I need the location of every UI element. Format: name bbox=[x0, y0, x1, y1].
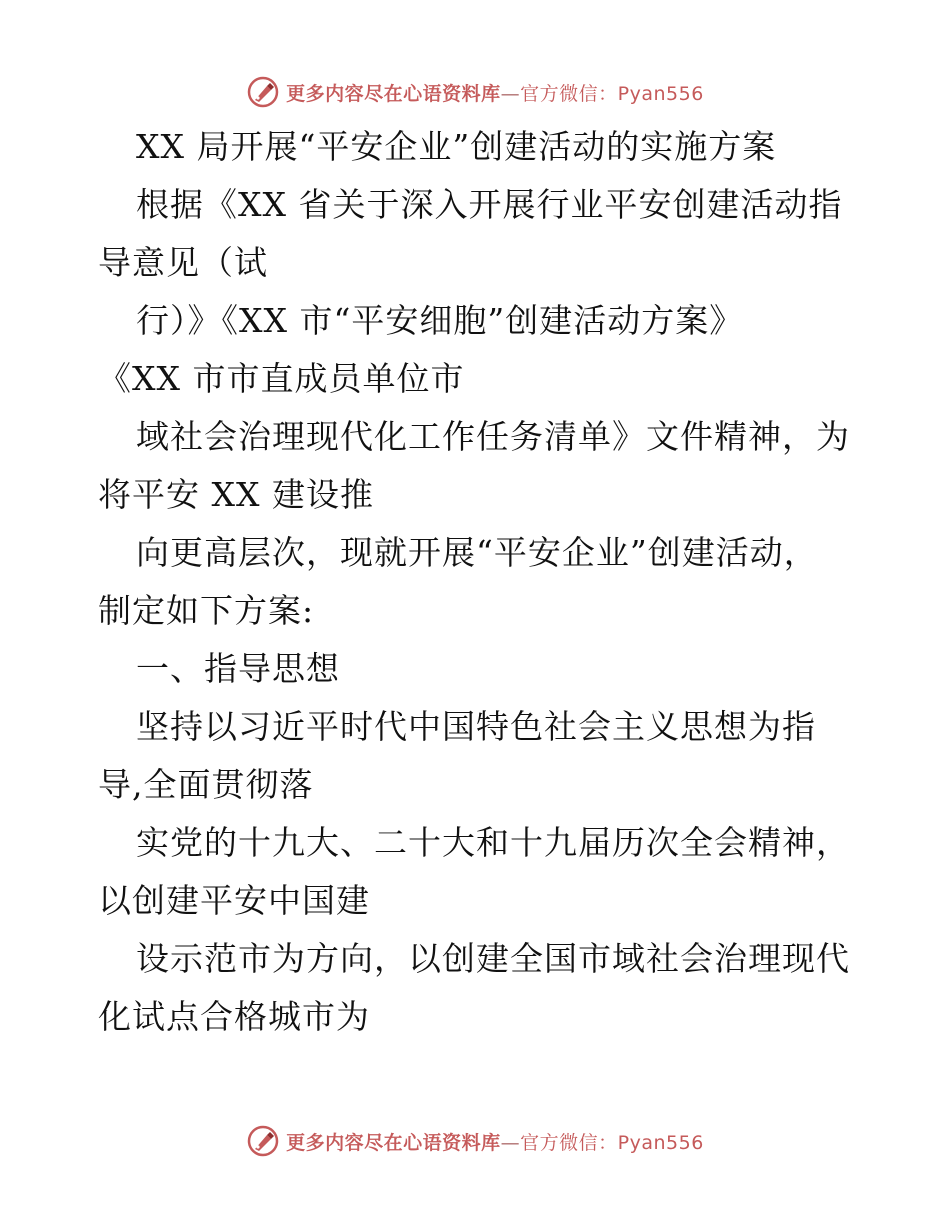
doc-line: 设示范市为方向，以创建全国市域社会治理现代 bbox=[136, 939, 850, 978]
doc-line: 实党的十九大、二十大和十九届历次全会精神， bbox=[136, 823, 850, 862]
doc-line: 域社会治理现代化工作任务清单》文件精神，为 bbox=[136, 417, 850, 456]
footer-watermark-text bbox=[286, 1128, 704, 1155]
watermark-site-name: 更多内容尽在心语资料库 bbox=[286, 82, 501, 105]
watermark-site-name: 更多内容尽在心语资料库 bbox=[286, 1131, 501, 1154]
watermark-wechat: 官方微信：Pyan556 bbox=[520, 1131, 704, 1154]
pen-logo-icon bbox=[246, 75, 280, 109]
doc-line: 坚持以习近平时代中国特色社会主义思想为指 bbox=[136, 707, 816, 746]
doc-line: 以创建平安中国建 bbox=[98, 881, 370, 920]
pen-logo-icon bbox=[246, 1124, 280, 1158]
doc-line: 根据《XX 省关于深入开展行业平安创建活动指 bbox=[136, 185, 843, 224]
doc-line: 《XX 市市直成员单位市 bbox=[98, 359, 465, 398]
document-body bbox=[98, 118, 858, 1046]
watermark-wechat: 官方微信：Pyan556 bbox=[520, 82, 704, 105]
doc-line: 导,全面贯彻落 bbox=[98, 765, 314, 804]
doc-line: 向更高层次，现就开展“平安企业”创建活动， bbox=[136, 533, 818, 572]
doc-line: XX 局开展“平安企业”创建活动的实施方案 bbox=[136, 127, 777, 166]
doc-line: 制定如下方案: bbox=[98, 591, 315, 630]
doc-line: 化试点合格城市为 bbox=[98, 997, 370, 1036]
doc-line: 将平安 XX 建设推 bbox=[98, 475, 374, 514]
watermark-separator: — bbox=[500, 1131, 521, 1154]
header-watermark-text bbox=[286, 79, 704, 106]
doc-line: 一、指导思想 bbox=[136, 649, 340, 688]
doc-line: 行）》《XX 市“平安细胞”创建活动方案》 bbox=[136, 301, 744, 340]
header-watermark-banner bbox=[0, 72, 950, 112]
doc-line: 导意见（试 bbox=[98, 243, 268, 282]
watermark-separator: — bbox=[500, 82, 521, 105]
footer-watermark-banner bbox=[0, 1121, 950, 1161]
